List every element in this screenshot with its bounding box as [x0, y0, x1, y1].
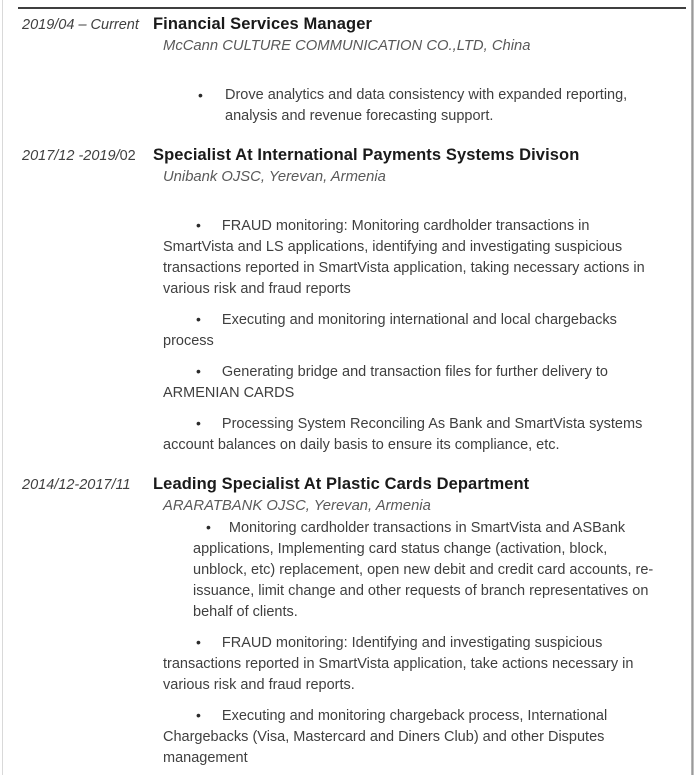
- bullet-icon: •: [196, 311, 201, 327]
- entry-date-range: 2019/04 – Current: [22, 17, 139, 33]
- bullet-icon: •: [196, 217, 201, 233]
- top-horizontal-rule: [18, 7, 686, 9]
- bullet-icon: •: [196, 363, 201, 379]
- bullet-icon: •: [196, 707, 201, 723]
- bullet-item: [163, 215, 658, 300]
- resume-experience-section: [0, 12, 699, 769]
- bullet-item: [193, 517, 661, 623]
- bullet-icon: •: [198, 87, 203, 103]
- entry-date-range: 2014/12-2017/11: [22, 477, 131, 493]
- entry-date: [0, 12, 153, 33]
- bullet-text: Monitoring cardholder transactions in SmartVista and ASBank applications, Implementing card status change (activation, block, unblock, etc) replacement, open new debit and credit card accounts, re-issuance, limit change and other requests of branch representatives on behalf of clients.: [193, 520, 654, 620]
- entry-details: [153, 472, 665, 769]
- bullet-text: Generating bridge and transaction files for further delivery to ARMENIAN CARDS: [163, 364, 608, 401]
- experience-entry: [0, 472, 699, 769]
- bullet-item: [163, 632, 658, 696]
- entry-date: [0, 472, 153, 493]
- job-title: Financial Services Manager: [153, 15, 373, 33]
- job-title: Leading Specialist At Plastic Cards Department: [153, 475, 530, 493]
- bullet-text: FRAUD monitoring: Identifying and investigating suspicious transactions reported in SmartVista application, take actions necessary in various risk and fraud reports.: [163, 635, 634, 693]
- bullet-icon: •: [196, 415, 201, 431]
- bullet-item: [163, 361, 658, 404]
- bullet-item: [163, 309, 658, 352]
- bullet-icon: •: [196, 634, 201, 650]
- entry-details: [153, 143, 665, 456]
- bullet-text: Processing System Reconciling As Bank and SmartVista systems account balances on daily basis to ensure its compliance, etc.: [163, 416, 643, 453]
- bullet-text: Executing and monitoring international and local chargebacks process: [163, 312, 617, 349]
- experience-entry: [0, 143, 699, 456]
- bullet-item: [198, 85, 665, 127]
- bullet-icon: •: [206, 519, 211, 535]
- bullet-text: FRAUD monitoring: Monitoring cardholder transactions in SmartVista and LS applications, identifying and investigating suspicious transactions reported in SmartVista application, taking necessary actions in various risk and fraud reports: [163, 218, 645, 297]
- entry-date-suffix: 02: [119, 148, 136, 164]
- company-location: ARARATBANK OJSC, Yerevan, Armenia: [163, 498, 431, 514]
- bullet-item: [163, 705, 658, 769]
- job-title: Specialist At International Payments Systems Divison: [153, 146, 580, 164]
- bullet-text: Executing and monitoring chargeback process, International Chargebacks (Visa, Mastercard and Diners Club) and other Disputes management: [163, 708, 608, 766]
- company-location: Unibank OJSC, Yerevan, Armenia: [163, 169, 386, 185]
- entry-date-range: 2017/12 -2019/: [22, 148, 120, 164]
- entry-details: [153, 12, 665, 127]
- experience-entry: [0, 12, 699, 127]
- bullet-item: [163, 413, 658, 456]
- bullet-text: Drove analytics and data consistency with expanded reporting, analysis and revenue forecasting support.: [225, 87, 628, 124]
- company-location: McCann CULTURE COMMUNICATION CO.,LTD, China: [163, 38, 531, 54]
- entry-date: [0, 143, 153, 164]
